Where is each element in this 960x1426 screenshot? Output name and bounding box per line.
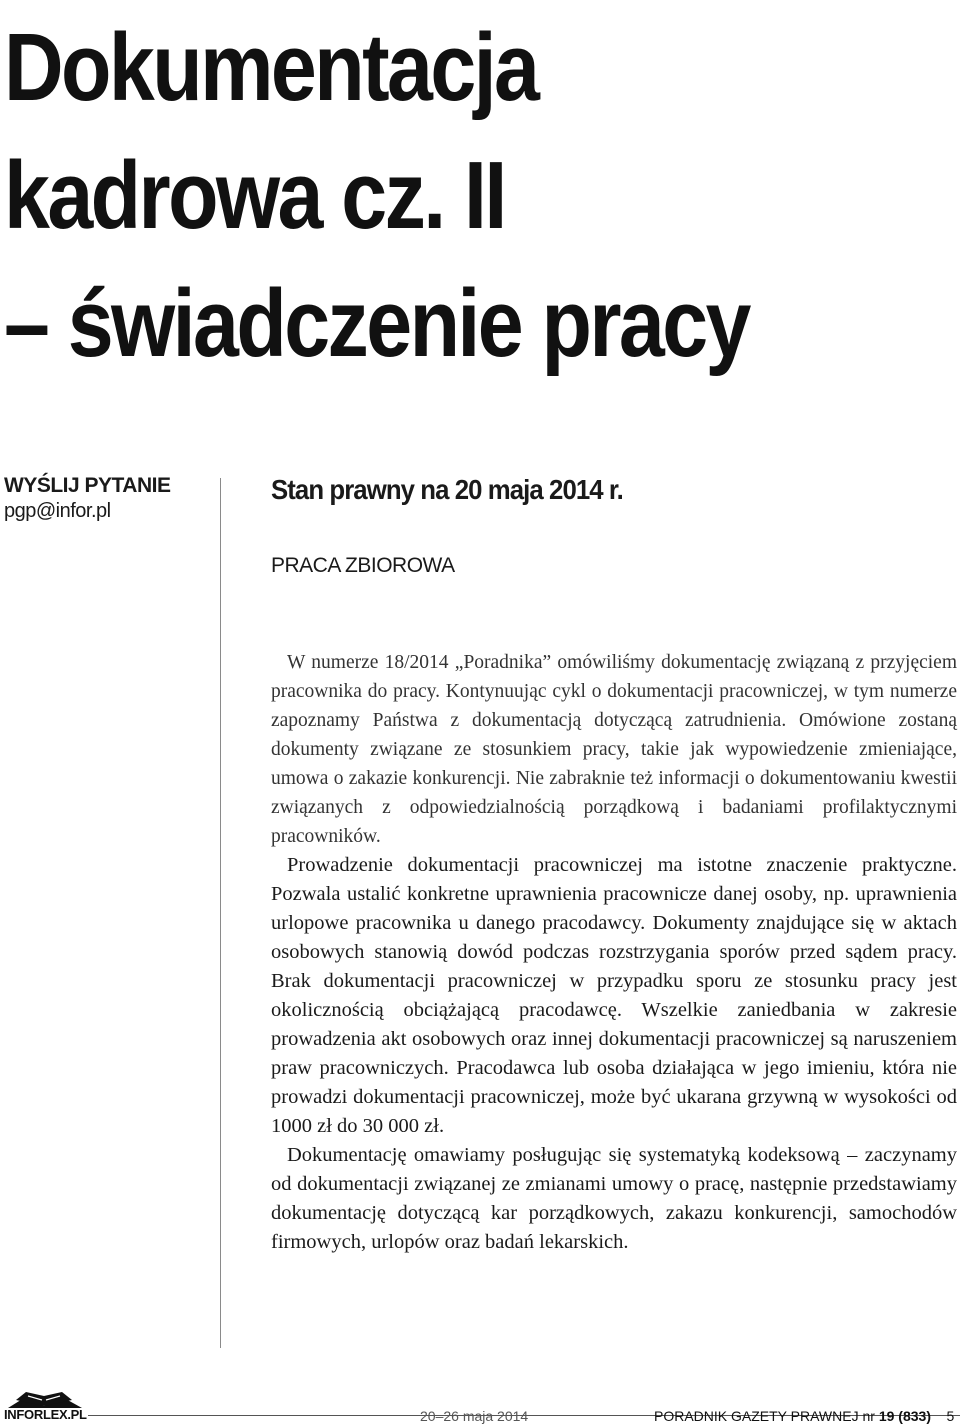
title-line-2: kadrowa cz. II bbox=[4, 142, 505, 249]
column-divider bbox=[220, 478, 221, 1348]
article-body bbox=[271, 648, 957, 1257]
legal-state-heading: Stan prawny na 20 maja 2014 r. bbox=[271, 474, 623, 505]
contact-email-link[interactable]: pgp@infor.pl bbox=[4, 500, 111, 522]
issue-number: 19 bbox=[878, 1408, 895, 1424]
body-paragraph-1: Prowadzenie dokumentacji pracowniczej ma istotne znaczenie praktyczne. Pozwala ustalić konkretne uprawnienia pracownicze danej osoby, np. uprawnienia urlopowe pracownika u danego pracodawcy. Dokumenty znajdujące się w aktach osobowych stanowią dowód podczas rozstrzygania sporów przed sądem pracy. Brak dokumentacji pracowniczej w przypadku sporu ze stosunku pracy jest okolicznością obciążającą pracodawcę. Wszelkie zaniedbania w zakresie prowadzenia akt osobowych oraz innej dokumentacji pracowniczej są naruszeniem praw pracowniczych. Pracodawca lub osoba działająca w jego imieniu, która nie prowadzi dokumentacji pracowniczej, może być ukarana grzywną w wysokości od 1000 zł do 30 000 zł. bbox=[271, 854, 957, 1137]
ask-question-label: WYŚLIJ PYTANIE bbox=[4, 474, 171, 497]
page-number: 5 bbox=[946, 1408, 955, 1424]
publication-name: PORADNIK GAZETY PRAWNEJ nr bbox=[654, 1408, 875, 1424]
logo-text: INFORLEX.PL bbox=[4, 1407, 87, 1422]
article-title bbox=[4, 4, 749, 388]
intro-paragraph: W numerze 18/2014 „Poradnika” omówiliśmy dokumentację związaną z przyjęciem pracownika do pracy. Kontynuując cykl o dokumentacji pracowniczej, w tym numerze zapoznamy Państwa z dokumentacją dotyczącą zatrudnienia. Omówione zostaną dokumenty związane ze stosunkiem pracy, takie jak wypowiedzenie zmieniające, umowa o zakazie konkurencji. Nie zabraknie też informacji o dokumentowaniu kwestii związanych z odpowiedzialnością porządkową i badaniami profilaktycznymi pracowników. bbox=[271, 652, 957, 847]
publication-info bbox=[654, 1408, 954, 1424]
issue-date: 20–26 maja 2014 bbox=[420, 1408, 529, 1424]
inforlex-logo bbox=[4, 1392, 86, 1422]
body-paragraph-2: Dokumentację omawiamy posługując się systematyką kodeksową – zaczynamy od dokumentacji związanej ze zmianami umowy o pracę, następnie przedstawiamy dokumentację dotyczącą kar porządkowych, zakazu konkurencji, samochodów firmowych, urlopów oraz badań lekarskich. bbox=[271, 1144, 957, 1253]
author-label: PRACA ZBIOROWA bbox=[271, 554, 455, 577]
title-line-3: – świadczenie pracy bbox=[4, 270, 749, 377]
title-line-1: Dokumentacja bbox=[4, 14, 538, 121]
issue-total: (833) bbox=[898, 1408, 931, 1424]
